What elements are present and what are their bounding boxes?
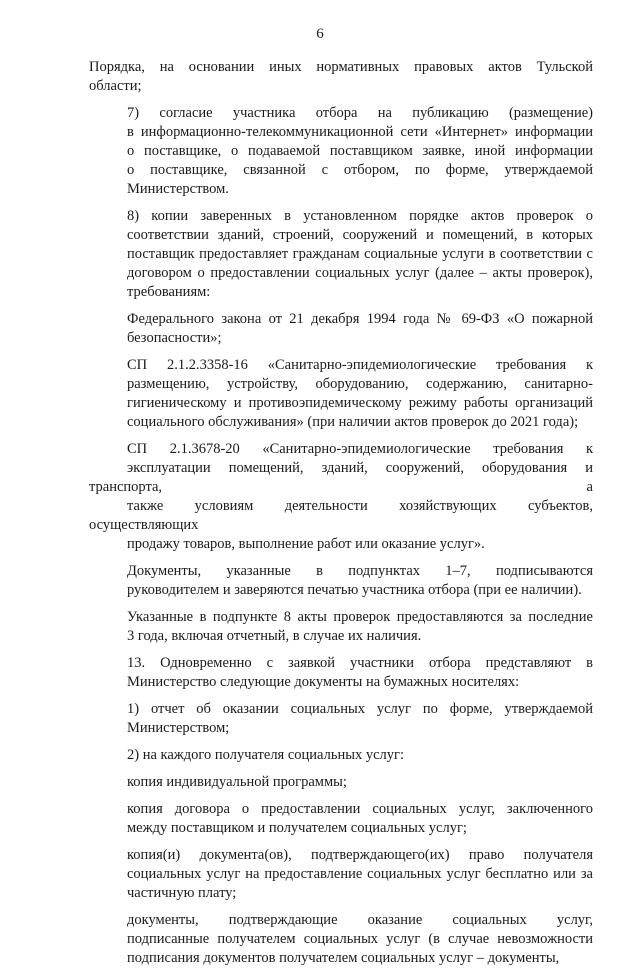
text-line: Указанные в подпункте 8 акты проверок предоставляются за последние xyxy=(127,609,593,625)
text-line: Федерального закона от 21 декабря 1994 года № 69-ФЗ «О пожарной xyxy=(127,311,593,327)
text-line: соответствии зданий, строений, сооружений и помещений, в которых xyxy=(127,227,593,243)
paragraph xyxy=(89,104,593,199)
text-line: 1) отчет об оказании социальных услуг по форме, утверждаемой xyxy=(127,701,593,717)
paragraph xyxy=(89,911,593,968)
text-line: Порядка, на основании иных нормативных правовых актов Тульской xyxy=(89,59,593,75)
text-line: 13. Одновременно с заявкой участники отбора представляют в xyxy=(127,655,593,671)
text-line: между поставщиком и получателем социальных услуг; xyxy=(127,820,467,836)
text-line: СП 2.1.2.3358-16 «Санитарно-эпидемиологические требования к xyxy=(127,357,593,373)
text-line: копия индивидуальной программы; xyxy=(127,774,347,790)
text-line: размещению, устройству, оборудованию, содержанию, санитарно- xyxy=(127,376,593,392)
text-line: социального обслуживания» (при наличии актов проверок до 2021 года); xyxy=(127,414,579,430)
text-line: эксплуатации помещений, зданий, сооружений, оборудования и транспорта, а xyxy=(89,460,593,495)
paragraph xyxy=(89,773,593,792)
paragraph xyxy=(89,356,593,432)
paragraph xyxy=(89,846,593,903)
text-line: копия(и) документа(ов), подтверждающего(их) право получателя xyxy=(127,847,593,863)
paragraph xyxy=(89,654,593,692)
paragraph xyxy=(89,562,593,600)
text-line: области; xyxy=(89,78,142,94)
paragraph xyxy=(89,800,593,838)
text-line: также условиям деятельности хозяйствующих субъектов, осуществляющих xyxy=(89,498,593,533)
text-line: 7) согласие участника отбора на публикацию (размещение) xyxy=(127,105,593,121)
paragraph xyxy=(89,58,593,96)
text-line: поставщик предоставляет гражданам социальные услуги в соответствии с xyxy=(127,246,593,262)
text-line: 2) на каждого получателя социальных услуг: xyxy=(127,747,404,763)
paragraph xyxy=(89,440,593,554)
text-line: копия договора о предоставлении социальных услуг, заключенного xyxy=(127,801,593,817)
paragraph xyxy=(89,310,593,348)
text-line: 3 года, включая отчетный, в случае их наличия. xyxy=(127,628,422,644)
text-line: Министерство следующие документы на бумажных носителях: xyxy=(127,674,520,690)
text-line: социальных услуг на предоставление социальных услуг бесплатно или за xyxy=(127,866,593,882)
paragraph xyxy=(89,608,593,646)
text-line: гигиеническому и противоэпидемическому режиму работы организаций xyxy=(127,395,593,411)
text-line: частичную плату; xyxy=(127,885,237,901)
text-line: 8) копии заверенных в установленном порядке актов проверок о xyxy=(127,208,593,224)
text-line: договором о предоставлении социальных услуг (далее – акты проверок), xyxy=(127,265,593,281)
text-line: в информационно-телекоммуникационной сети «Интернет» информации xyxy=(127,124,593,140)
paragraph xyxy=(89,700,593,738)
text-line: о поставщике, о подаваемой поставщиком заявке, иной информации xyxy=(127,143,593,159)
text-line: руководителем и заверяются печатью участника отбора (при ее наличии). xyxy=(127,582,582,598)
page-number: 6 xyxy=(316,26,324,42)
text-line: безопасности»; xyxy=(127,330,222,346)
paragraph xyxy=(89,746,593,765)
text-line: требованиям: xyxy=(127,284,211,300)
text-line: подписанные получателем социальных услуг (в случае невозможности xyxy=(127,931,593,947)
text-line: Документы, указанные в подпунктах 1–7, подписываются xyxy=(127,563,593,579)
text-line: о поставщике, связанной с отбором, по форме, утверждаемой xyxy=(127,162,593,178)
text-line: Министерством. xyxy=(127,181,229,197)
text-line: СП 2.1.3678-20 «Санитарно-эпидемиологические требования к xyxy=(127,441,593,457)
text-line: продажу товаров, выполнение работ или оказание услуг». xyxy=(127,536,485,552)
text-line: документы, подтверждающие оказание социальных услуг, xyxy=(127,912,593,928)
paragraph xyxy=(89,207,593,302)
text-line: подписания документов получателем социальных услуг – документы, xyxy=(127,950,560,966)
document-body xyxy=(89,58,593,976)
text-line: Министерством; xyxy=(127,720,230,736)
